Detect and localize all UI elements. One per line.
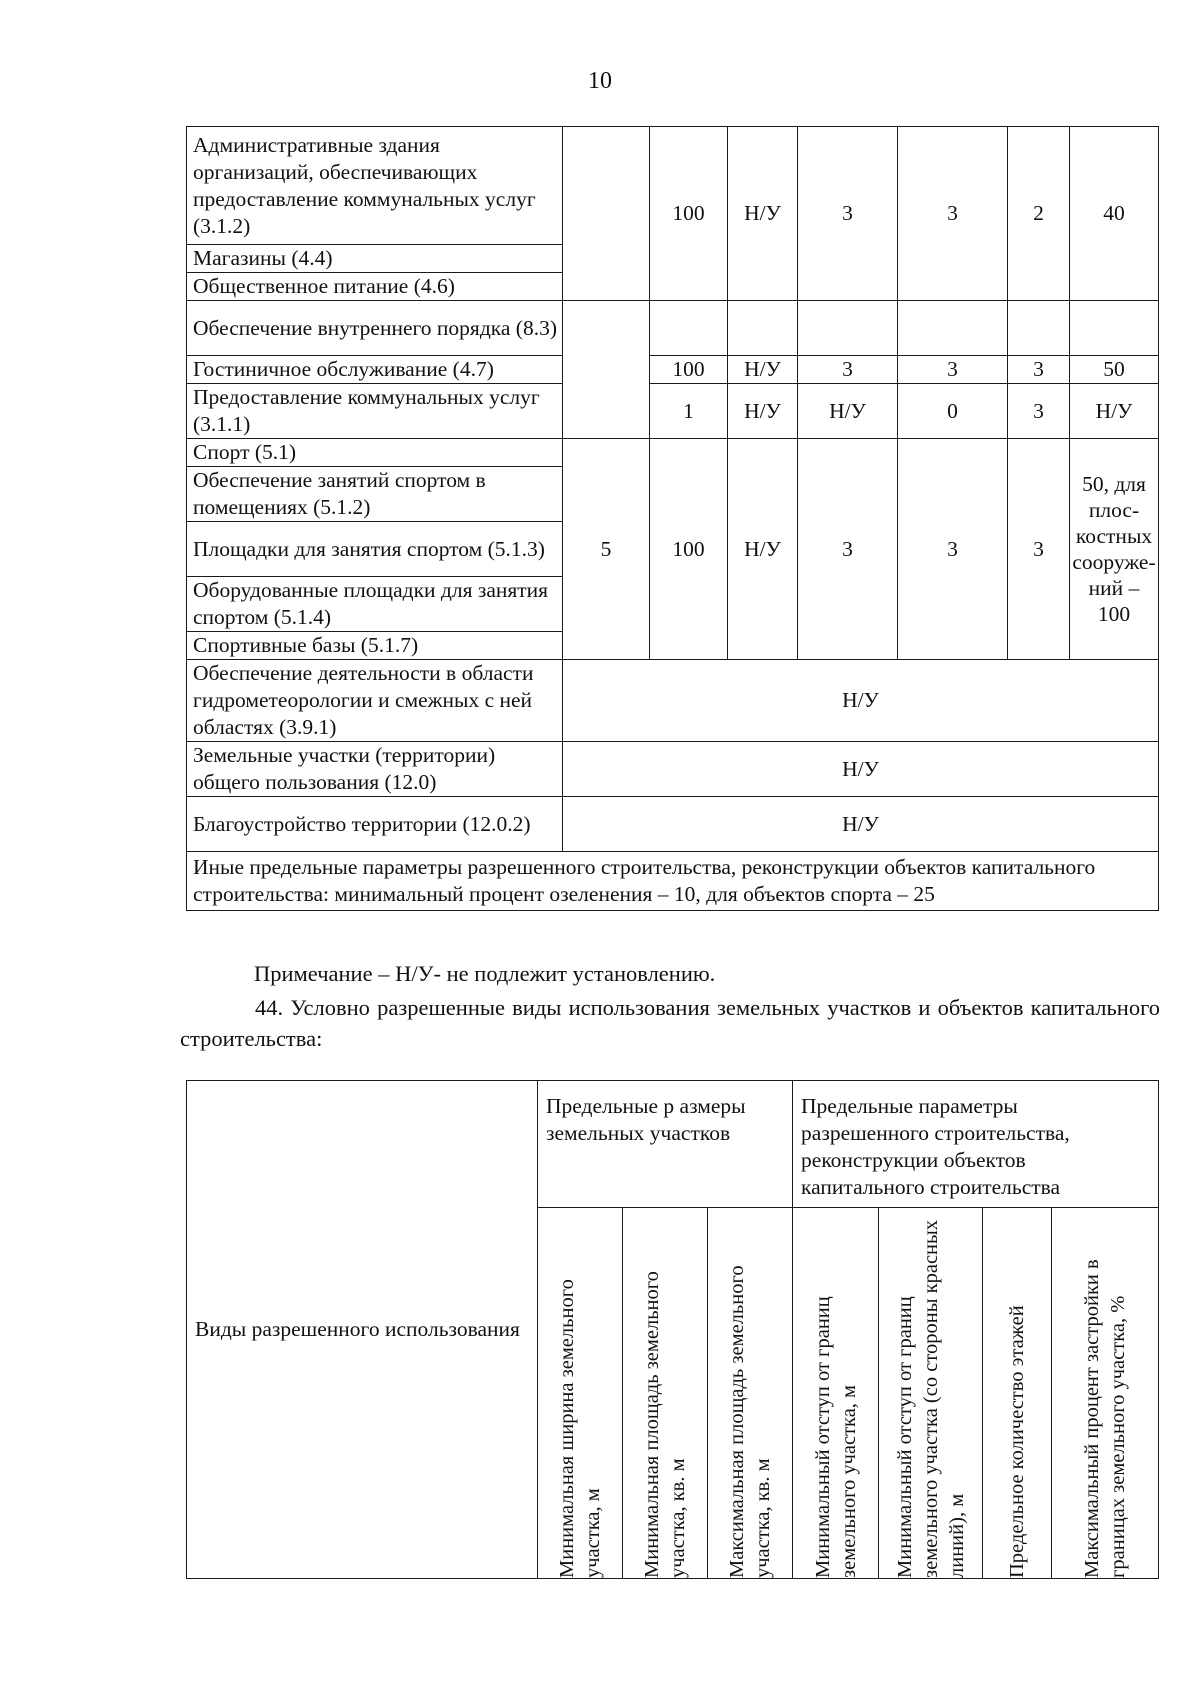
use-kind-cell: Площадки для занятия спортом (5.1.3) xyxy=(187,522,563,577)
column-header-text: Минимальная площадь земельного участка, кв. м xyxy=(641,1271,689,1578)
value-cell: 3 xyxy=(898,127,1008,301)
conditional-use-table xyxy=(186,1080,1159,1579)
value-cell: 3 xyxy=(898,356,1008,384)
value-cell: Н/У xyxy=(728,127,798,301)
value-cell: 3 xyxy=(898,439,1008,660)
value-cell: 2 xyxy=(1008,127,1070,301)
use-kind-cell: Спорт (5.1) xyxy=(187,439,563,467)
column-header xyxy=(879,1208,983,1579)
value-cell: 50 xyxy=(1070,356,1159,384)
use-kind-cell: Обеспечение деятельности в области гидрометеорологии и смежных с ней областях (3.9.1) xyxy=(187,660,563,742)
value-cell: 3 xyxy=(798,439,898,660)
use-kind-cell: Общественное питание (4.6) xyxy=(187,273,563,301)
value-cell xyxy=(1008,301,1070,356)
use-kind-cell: Гостиничное обслуживание (4.7) xyxy=(187,356,563,384)
value-cell: 0 xyxy=(898,384,1008,439)
value-cell: 100 xyxy=(650,356,728,384)
column-header xyxy=(983,1208,1052,1579)
table-row xyxy=(187,356,1159,384)
value-cell: 3 xyxy=(798,356,898,384)
use-kind-cell: Оборудованные площадки для занятия спортом (5.1.4) xyxy=(187,577,563,632)
column-header xyxy=(538,1208,623,1579)
use-kind-cell: Земельные участки (территории) общего пользования (12.0) xyxy=(187,742,563,797)
value-cell: 3 xyxy=(1008,356,1070,384)
construction-params-group-header: Предельные параметры разрешенного строительства, реконструкции объектов капитального строительства xyxy=(793,1081,1159,1208)
page-number: 10 xyxy=(588,68,612,94)
value-cell: 3 xyxy=(1008,439,1070,660)
table-note: Примечание – Н/У- не подлежит установлению. xyxy=(254,961,716,986)
column-header-text: Предельное количество этажей xyxy=(1006,1305,1029,1578)
paragraph-44: 44. Условно разрешенные виды использования земельных участков и объектов капитального строительства: xyxy=(180,995,1160,1051)
land-size-group-header: Предельные р азмеры земельных участков xyxy=(538,1081,793,1208)
other-parameters-cell: Иные предельные параметры разрешенного строительства, реконструкции объектов капитального строительства: минимальный процент озеленения – 10, для объектов спорта – 25 xyxy=(187,852,1159,911)
land-use-parameters-table xyxy=(186,126,1159,911)
value-cell xyxy=(563,301,650,439)
use-kind-cell: Обеспечение занятий спортом в помещениях (5.1.2) xyxy=(187,467,563,522)
table-row xyxy=(187,439,1159,467)
table-row xyxy=(187,852,1159,911)
value-cell: Н/У xyxy=(728,384,798,439)
value-cell xyxy=(650,301,728,356)
value-cell: 100 xyxy=(650,127,728,301)
column-header xyxy=(708,1208,793,1579)
value-cell: Н/У xyxy=(798,384,898,439)
table-row xyxy=(187,742,1159,797)
column-header-text: Минимальная ширина земельного участка, м xyxy=(556,1279,604,1578)
table-row xyxy=(187,301,1159,356)
value-cell: Н/У xyxy=(563,797,1159,852)
value-cell: 1 xyxy=(650,384,728,439)
table-row xyxy=(187,127,1159,245)
use-kind-header: Виды разрешенного использования xyxy=(187,1081,538,1579)
column-header-text: Минимальный отступ от границ земельного участка, м xyxy=(811,1296,860,1578)
value-cell xyxy=(1070,301,1159,356)
value-cell: Н/У xyxy=(728,439,798,660)
column-header xyxy=(1052,1208,1159,1579)
table-header-row xyxy=(187,1081,1159,1208)
value-cell: 5 xyxy=(563,439,650,660)
use-kind-cell: Обеспечение внутреннего порядка (8.3) xyxy=(187,301,563,356)
column-header-text: Минимальный отступ от границ земельного участка (со стороны красных линий), м xyxy=(893,1219,968,1578)
table-row xyxy=(187,660,1159,742)
value-cell: 40 xyxy=(1070,127,1159,301)
value-cell: Н/У xyxy=(563,742,1159,797)
value-cell xyxy=(728,301,798,356)
value-cell: 3 xyxy=(1008,384,1070,439)
use-kind-cell: Предоставление коммунальных услуг (3.1.1) xyxy=(187,384,563,439)
column-header xyxy=(623,1208,708,1579)
table-row xyxy=(187,384,1159,439)
column-header-text: Максимальная площадь земельного участка, кв. м xyxy=(726,1265,775,1578)
value-cell: 100 xyxy=(650,439,728,660)
table-row xyxy=(187,797,1159,852)
value-cell: 3 xyxy=(798,127,898,301)
use-kind-cell: Административные здания организаций, обеспечивающих предоставление коммунальных услуг (3.1.2) xyxy=(187,127,563,245)
value-cell xyxy=(898,301,1008,356)
value-cell xyxy=(563,127,650,301)
value-cell: Н/У xyxy=(728,356,798,384)
use-kind-cell: Спортивные базы (5.1.7) xyxy=(187,632,563,660)
value-cell: 50, для плос-костных сооруже-ний – 100 xyxy=(1070,439,1159,660)
use-kind-cell: Магазины (4.4) xyxy=(187,245,563,273)
value-cell xyxy=(798,301,898,356)
column-header-text: Максимальный процент застройки в границах земельного участка, % xyxy=(1081,1259,1130,1578)
value-cell: Н/У xyxy=(563,660,1159,742)
value-cell: Н/У xyxy=(1070,384,1159,439)
column-header xyxy=(793,1208,879,1579)
use-kind-cell: Благоустройство территории (12.0.2) xyxy=(187,797,563,852)
